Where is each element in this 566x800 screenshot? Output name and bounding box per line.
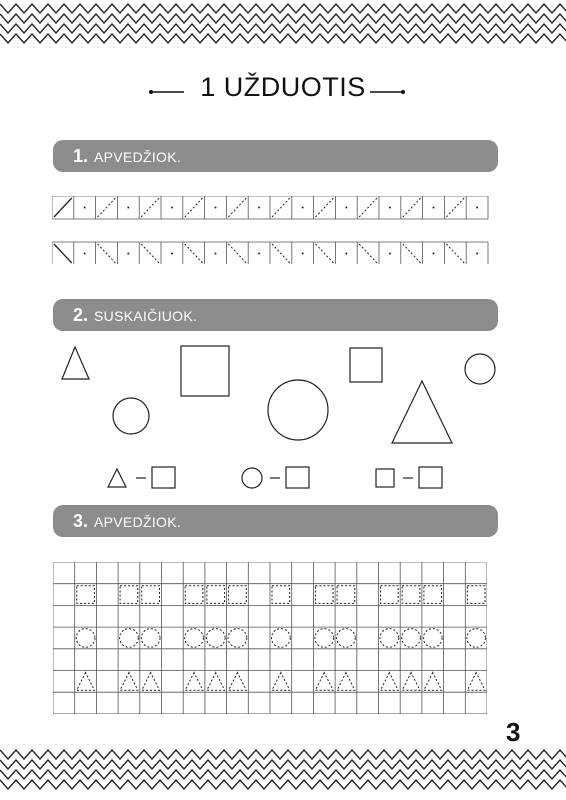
answer-box [286, 467, 309, 488]
page-title-block [0, 70, 566, 110]
triangle-icon [108, 469, 126, 487]
square-icon [376, 469, 394, 487]
circle-shape [113, 398, 149, 434]
top-zigzag-border [0, 0, 566, 60]
answer-box [152, 467, 175, 488]
section-2-header [53, 299, 498, 331]
section-3-number: 3. [73, 511, 89, 531]
section-1-header [53, 140, 498, 172]
section-1-label: APVEDŽIOK. [94, 149, 182, 165]
answer-box [419, 467, 442, 488]
circle-icon [242, 468, 262, 488]
square-shape [181, 346, 229, 396]
circle-shape [268, 380, 328, 440]
bottom-zigzag-border [0, 742, 566, 800]
tracing-grid-lines [52, 196, 492, 264]
page-number: 3 [506, 717, 521, 747]
section-2-number: 2. [73, 305, 89, 325]
counting-shapes [0, 340, 566, 500]
tracing-pattern-grid [53, 562, 487, 714]
triangle-shape [62, 347, 89, 379]
page-title: 1 UŽDUOTIS [200, 72, 366, 102]
section-2-label: SUSKAIČIUOK. [94, 308, 198, 324]
section-3-header [53, 505, 498, 537]
section-3-label: APVEDŽIOK. [94, 514, 182, 530]
triangle-shape [392, 381, 452, 443]
circle-shape [465, 354, 495, 384]
square-shape [350, 348, 382, 382]
section-1-number: 1. [73, 146, 89, 166]
